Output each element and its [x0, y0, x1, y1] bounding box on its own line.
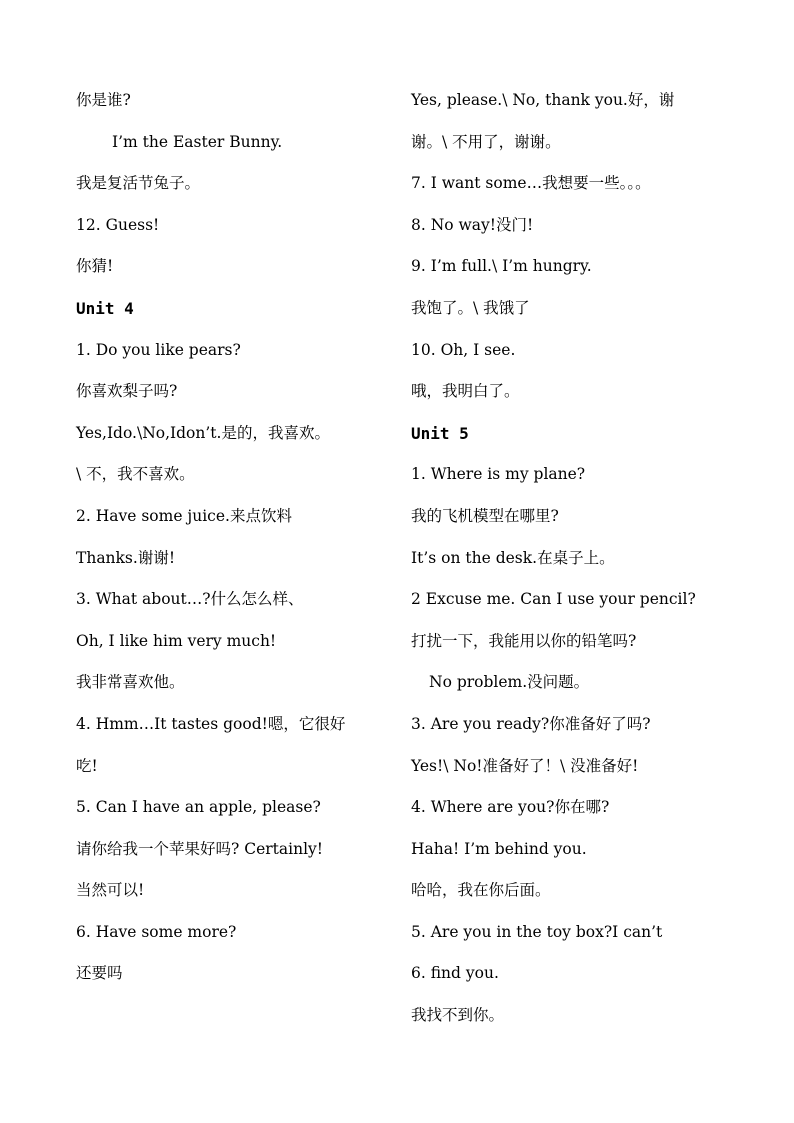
right-text-line: No problem.没问题。	[429, 673, 590, 692]
left-text-line: 2. Have some juice.来点饮料	[76, 506, 292, 525]
right-text-line: 6. find you.	[411, 964, 499, 983]
right-text-line: Haha! I’m behind you.	[411, 839, 587, 858]
right-text-line: 4. Where are you?你在哪?	[411, 798, 610, 817]
right-text-line: 谢。\ 不用了，谢谢。	[411, 132, 561, 151]
right-text-line: Yes, please.\ No, thank you.好，谢	[411, 91, 675, 109]
right-text-line: 2 Excuse me. Can I use your pencil?	[411, 590, 696, 609]
left-text-line: 5. Can I have an apple, please?	[76, 798, 321, 817]
left-text-line: 请你给我一个苹果好吗? Certainly!	[76, 839, 324, 858]
left-text-line: 吃!	[76, 756, 98, 775]
left-text-line: 还要吗	[76, 964, 123, 983]
left-text-line: 当然可以!	[76, 881, 145, 900]
left-text-line: 6. Have some more?	[76, 922, 237, 941]
left-text-line: 12. Guess!	[76, 215, 160, 234]
right-text-line: 5. Are you in the toy box?I can’t	[411, 922, 663, 941]
right-text-line: 我的飞机模型在哪里?	[411, 506, 559, 525]
right-text-line: 10. Oh, I see.	[411, 340, 516, 359]
left-text-line: \ 不，我不喜欢。	[76, 465, 195, 484]
right-text-line: It’s on the desk.在桌子上。	[411, 548, 615, 567]
left-text-line: 4. Hmm…It tastes good!嗯，它很好	[76, 714, 346, 733]
left-text-line: Oh, I like him very much!	[76, 631, 277, 650]
right-text-line: 7. I want some…我想要一些。。。	[411, 174, 651, 193]
left-text-line: 1. Do you like pears?	[76, 340, 241, 359]
right-text-line: 打扰一下，我能用以你的铅笔吗?	[411, 631, 637, 650]
left-text-line: 你喜欢梨子吗?	[76, 382, 178, 401]
right-heading: Unit 5	[411, 423, 469, 443]
left-heading: Unit 4	[76, 298, 134, 318]
right-text-line: 9. I’m full.\ I’m hungry.	[411, 257, 592, 276]
right-text-line: Yes!\ No!准备好了！\ 没准备好!	[411, 756, 639, 775]
right-column	[411, 80, 731, 1037]
left-text-line: I’m the Easter Bunny.	[112, 132, 283, 151]
left-text-line: 3. What about…?什么怎么样、	[76, 590, 304, 609]
left-text-line: 我非常喜欢他。	[76, 673, 185, 692]
right-text-line: 我找不到你。	[411, 1006, 505, 1025]
left-text-line: Yes,Ido.\No,Idon’t.是的，我喜欢。	[76, 423, 330, 442]
left-column	[76, 80, 400, 995]
right-text-line: 8. No way!没门!	[411, 215, 534, 234]
right-text-line: 哈哈，我在你后面。	[411, 881, 551, 900]
left-text-line: 我是复活节兔子。	[76, 174, 201, 193]
left-text-line: Thanks.谢谢!	[76, 548, 176, 567]
right-text-line: 我饱了。\ 我饿了	[411, 298, 530, 317]
left-text-line: 你是谁?	[76, 91, 131, 109]
right-text-line: 1. Where is my plane?	[411, 465, 586, 484]
left-text-line: 你猜!	[76, 257, 114, 276]
right-text-line: 3. Are you ready?你准备好了吗?	[411, 714, 651, 733]
right-text-line: 哦，我明白了。	[411, 382, 520, 401]
